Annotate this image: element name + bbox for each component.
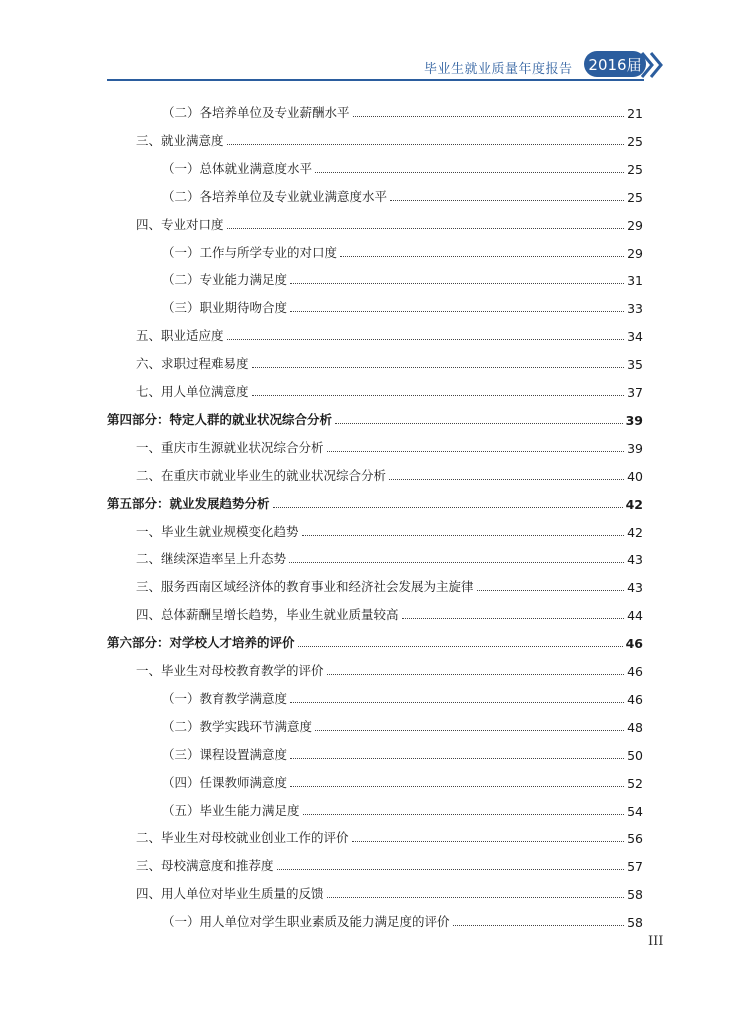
toc-entry[interactable]	[162, 904, 643, 930]
header-title: 毕业生就业质量年度报告	[424, 62, 573, 77]
toc-entry[interactable]	[136, 541, 643, 567]
toc-entry[interactable]	[136, 374, 643, 400]
toc-entry[interactable]	[136, 123, 643, 149]
toc-entry-page: 46	[625, 636, 643, 652]
toc-entry[interactable]	[136, 820, 643, 846]
dot-leader	[327, 897, 625, 898]
toc-entry-label: 第五部分：就业发展趋势分析	[107, 495, 270, 511]
toc-entry[interactable]	[136, 876, 643, 902]
toc-entry-page: 42	[627, 524, 643, 540]
toc-entry-page: 56	[627, 831, 643, 847]
dot-leader	[252, 395, 625, 396]
header-divider	[107, 79, 644, 81]
toc-entry-label: （五）毕业生能力满足度	[162, 802, 300, 818]
dot-leader	[315, 730, 624, 731]
toc-entry-label: （四）任课教师满意度	[162, 774, 288, 790]
toc-entry[interactable]	[107, 486, 643, 512]
dot-leader	[402, 618, 625, 619]
toc-entry-page: 21	[627, 106, 643, 121]
toc-entry-label: 第四部分：特定人群的就业状况综合分析	[107, 411, 333, 427]
dot-leader	[453, 925, 625, 926]
toc-entry-label: 二、毕业生对母校就业创业工作的评价	[136, 830, 349, 846]
toc-entry-page: 54	[627, 803, 643, 819]
toc-entry[interactable]	[136, 430, 643, 456]
toc-entry-label: 四、专业对口度	[136, 216, 224, 232]
toc-entry-page: 52	[627, 775, 643, 791]
toc-entry[interactable]	[136, 569, 643, 595]
year-badge: 2016届	[584, 51, 646, 77]
toc-entry[interactable]	[136, 848, 643, 874]
toc-entry-label: 三、母校满意度和推荐度	[136, 858, 274, 874]
toc-entry[interactable]	[136, 597, 643, 623]
toc-entry-label: 一、毕业生就业规模变化趋势	[136, 523, 299, 539]
toc-entry[interactable]	[162, 765, 643, 791]
toc-entry[interactable]	[107, 625, 643, 651]
toc-entry-page: 43	[627, 552, 643, 568]
toc-entry-label: （一）教育教学满意度	[162, 690, 288, 706]
dot-leader	[227, 339, 625, 340]
toc-entry[interactable]	[162, 709, 643, 735]
dot-leader	[352, 841, 625, 842]
dot-leader	[335, 423, 623, 424]
dot-leader	[327, 674, 625, 675]
dot-leader	[353, 116, 625, 117]
toc-entry-page: 58	[627, 915, 643, 931]
toc-entry-page: 33	[627, 301, 643, 317]
toc-entry-label: （二）教学实践环节满意度	[162, 718, 313, 734]
dot-leader	[252, 367, 625, 368]
toc-entry[interactable]	[162, 737, 643, 763]
toc-entry-page: 29	[627, 217, 643, 233]
dot-leader	[340, 256, 624, 257]
toc-entry[interactable]	[136, 318, 643, 344]
dot-leader	[477, 590, 625, 591]
toc-entry-label: 四、总体薪酬呈增长趋势，毕业生就业质量较高	[136, 607, 399, 623]
toc-entry[interactable]	[162, 290, 643, 316]
toc-entry-page: 46	[627, 664, 643, 679]
toc-entry-label: （一）用人单位对学生职业素质及能力满足度的评价	[162, 914, 450, 930]
toc-entry-label: 第六部分：对学校人才培养的评价	[107, 635, 295, 651]
toc-entry[interactable]	[107, 402, 643, 428]
dot-leader	[315, 172, 624, 173]
page-number: III	[648, 934, 664, 949]
toc-entry[interactable]	[162, 262, 643, 288]
dot-leader	[289, 562, 624, 563]
toc-entry-page: 31	[627, 273, 643, 289]
toc-entry[interactable]	[136, 346, 643, 372]
toc-entry-label: 一、毕业生对母校教育教学的评价	[136, 663, 324, 678]
toc-entry[interactable]	[162, 235, 643, 261]
dot-leader	[290, 702, 624, 703]
toc-entry[interactable]	[162, 793, 643, 819]
dot-leader	[277, 869, 625, 870]
toc-entry-page: 44	[627, 608, 643, 624]
toc-entry-label: （三）课程设置满意度	[162, 746, 288, 762]
toc-entry-page: 39	[627, 440, 643, 456]
dot-leader	[298, 646, 623, 647]
toc-entry-page: 35	[627, 357, 643, 373]
toc-entry-label: （二）各培养单位及专业薪酬水平	[162, 105, 350, 120]
toc-entry-label: 三、服务西南区域经济体的教育事业和经济社会发展为主旋律	[136, 579, 474, 595]
toc-entry-page: 46	[627, 691, 643, 707]
toc-entry-page: 34	[627, 329, 643, 345]
dot-leader	[303, 814, 625, 815]
toc-entry-page: 58	[627, 887, 643, 903]
dot-leader	[327, 451, 625, 452]
dot-leader	[273, 507, 623, 508]
toc-entry[interactable]	[162, 151, 643, 177]
toc-entry-page: 25	[627, 189, 643, 205]
toc-entry-label: （一）总体就业满意度水平	[162, 160, 313, 176]
toc-entry-label: 四、用人单位对毕业生质量的反馈	[136, 886, 324, 902]
toc-entry[interactable]	[162, 95, 643, 121]
dot-leader	[227, 228, 625, 229]
toc-entry-page: 57	[627, 859, 643, 875]
toc-entry-page: 29	[627, 245, 643, 261]
toc-entry-label: 六、求职过程难易度	[136, 356, 249, 372]
toc-entry-page: 37	[627, 385, 643, 400]
toc-entry[interactable]	[162, 179, 643, 205]
toc-entry[interactable]	[136, 514, 643, 540]
toc-entry-label: 七、用人单位满意度	[136, 384, 249, 399]
toc-entry-label: （一）工作与所学专业的对口度	[162, 244, 338, 260]
toc-entry-label: （二）各培养单位及专业就业满意度水平	[162, 188, 388, 204]
toc-entry-label: （三）职业期待吻合度	[162, 300, 288, 316]
toc-entry-label: 五、职业适应度	[136, 328, 224, 344]
toc-entry-label: 二、继续深造率呈上升态势	[136, 551, 287, 567]
toc-entry-label: 二、在重庆市就业毕业生的就业状况综合分析	[136, 467, 387, 483]
toc-entry[interactable]	[136, 653, 643, 679]
toc-entry-page: 43	[627, 580, 643, 596]
toc-entry[interactable]	[162, 681, 643, 707]
toc-entry[interactable]	[136, 458, 643, 484]
toc-entry-label: （二）专业能力满足度	[162, 272, 288, 288]
dot-leader	[290, 786, 624, 787]
toc-entry-page: 39	[625, 412, 643, 428]
toc-entry-page: 40	[627, 468, 643, 484]
toc-entry[interactable]	[136, 207, 643, 233]
toc-entry-label: 三、就业满意度	[136, 132, 224, 148]
toc-entry-page: 42	[625, 496, 643, 512]
toc-entry-page: 25	[627, 133, 643, 149]
dot-leader	[290, 283, 624, 284]
toc-entry-label: 一、重庆市生源就业状况综合分析	[136, 439, 324, 455]
dot-leader	[389, 479, 624, 480]
toc-entry-page: 48	[627, 719, 643, 735]
dot-leader	[290, 758, 624, 759]
dot-leader	[290, 311, 624, 312]
dot-leader	[302, 535, 625, 536]
dot-leader	[390, 200, 624, 201]
chevron-right-icon	[640, 50, 666, 80]
dot-leader	[227, 144, 625, 145]
toc-entry-page: 50	[627, 747, 643, 763]
toc-entry-page: 25	[627, 161, 643, 177]
